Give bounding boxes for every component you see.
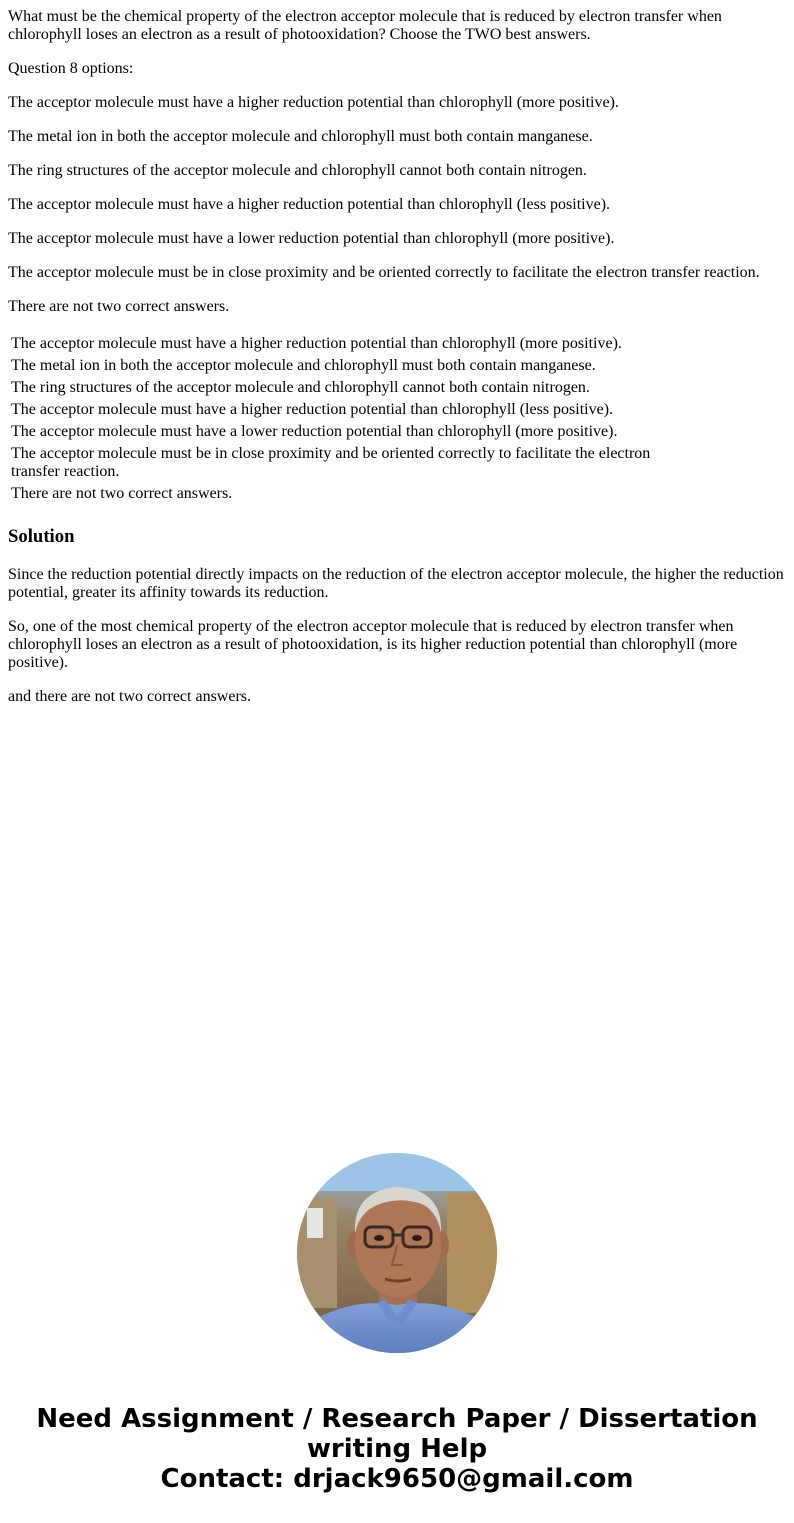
footer-contact [0,1404,794,1494]
document-content [8,8,786,722]
table-row [10,444,666,482]
option-cell: The metal ion in both the acceptor molecule and chlorophyll must both contain manganese. [11,357,596,374]
solution-heading: Solution [8,526,75,547]
option-paragraph: The acceptor molecule must have a higher reduction potential than chlorophyll (more positive). [8,94,619,111]
solution-paragraph: Since the reduction potential directly impacts on the reduction of the electron acceptor molecule, the higher the reduction potential, greater its affinity towards its reduction. [8,566,784,601]
footer-line: Need Assignment / Research Paper / Dissertation [36,1404,758,1434]
solution-paragraph: So, one of the most chemical property of the electron acceptor molecule that is reduced by electron transfer when chlorophyll loses an electron as a result of photooxidation, is its higher reduction potential than chlorophyll (more positive). [8,618,738,671]
option-cell: The acceptor molecule must have a higher reduction potential than chlorophyll (less positive). [11,401,614,418]
table-row [10,378,666,398]
option-cell: There are not two correct answers. [11,485,233,502]
avatar-portrait-icon [297,1153,497,1353]
table-row [10,400,666,420]
footer-contact-email: Contact: drjack9650@gmail.com [160,1464,634,1494]
option-paragraph: There are not two correct answers. [8,298,230,315]
option-cell: The ring structures of the acceptor molecule and chlorophyll cannot both contain nitrogen. [11,379,590,396]
footer-line: writing Help [306,1434,488,1464]
options-table [8,332,668,506]
table-row [10,334,666,354]
table-row [10,422,666,442]
option-paragraph: The ring structures of the acceptor molecule and chlorophyll cannot both contain nitrogen. [8,162,587,179]
solution-paragraph: and there are not two correct answers. [8,688,251,705]
option-cell: The acceptor molecule must be in close proximity and be oriented correctly to facilitate the electron transfer reaction. [11,445,651,480]
author-avatar [297,1153,497,1353]
table-row [10,356,666,376]
options-label: Question 8 options: [8,60,134,77]
option-paragraph: The acceptor molecule must be in close proximity and be oriented correctly to facilitate the electron transfer reaction. [8,264,760,281]
option-cell: The acceptor molecule must have a lower reduction potential than chlorophyll (more positive). [11,423,618,440]
option-cell: The acceptor molecule must have a higher reduction potential than chlorophyll (more positive). [11,335,622,352]
option-paragraph: The acceptor molecule must have a higher reduction potential than chlorophyll (less positive). [8,196,611,213]
option-paragraph: The metal ion in both the acceptor molecule and chlorophyll must both contain manganese. [8,128,593,145]
table-row [10,484,666,504]
question-text: What must be the chemical property of the electron acceptor molecule that is reduced by electron transfer when chlorophyll loses an electron as a result of photooxidation? Choose the TWO best answers. [8,8,722,43]
option-paragraph: The acceptor molecule must have a lower reduction potential than chlorophyll (more positive). [8,230,615,247]
